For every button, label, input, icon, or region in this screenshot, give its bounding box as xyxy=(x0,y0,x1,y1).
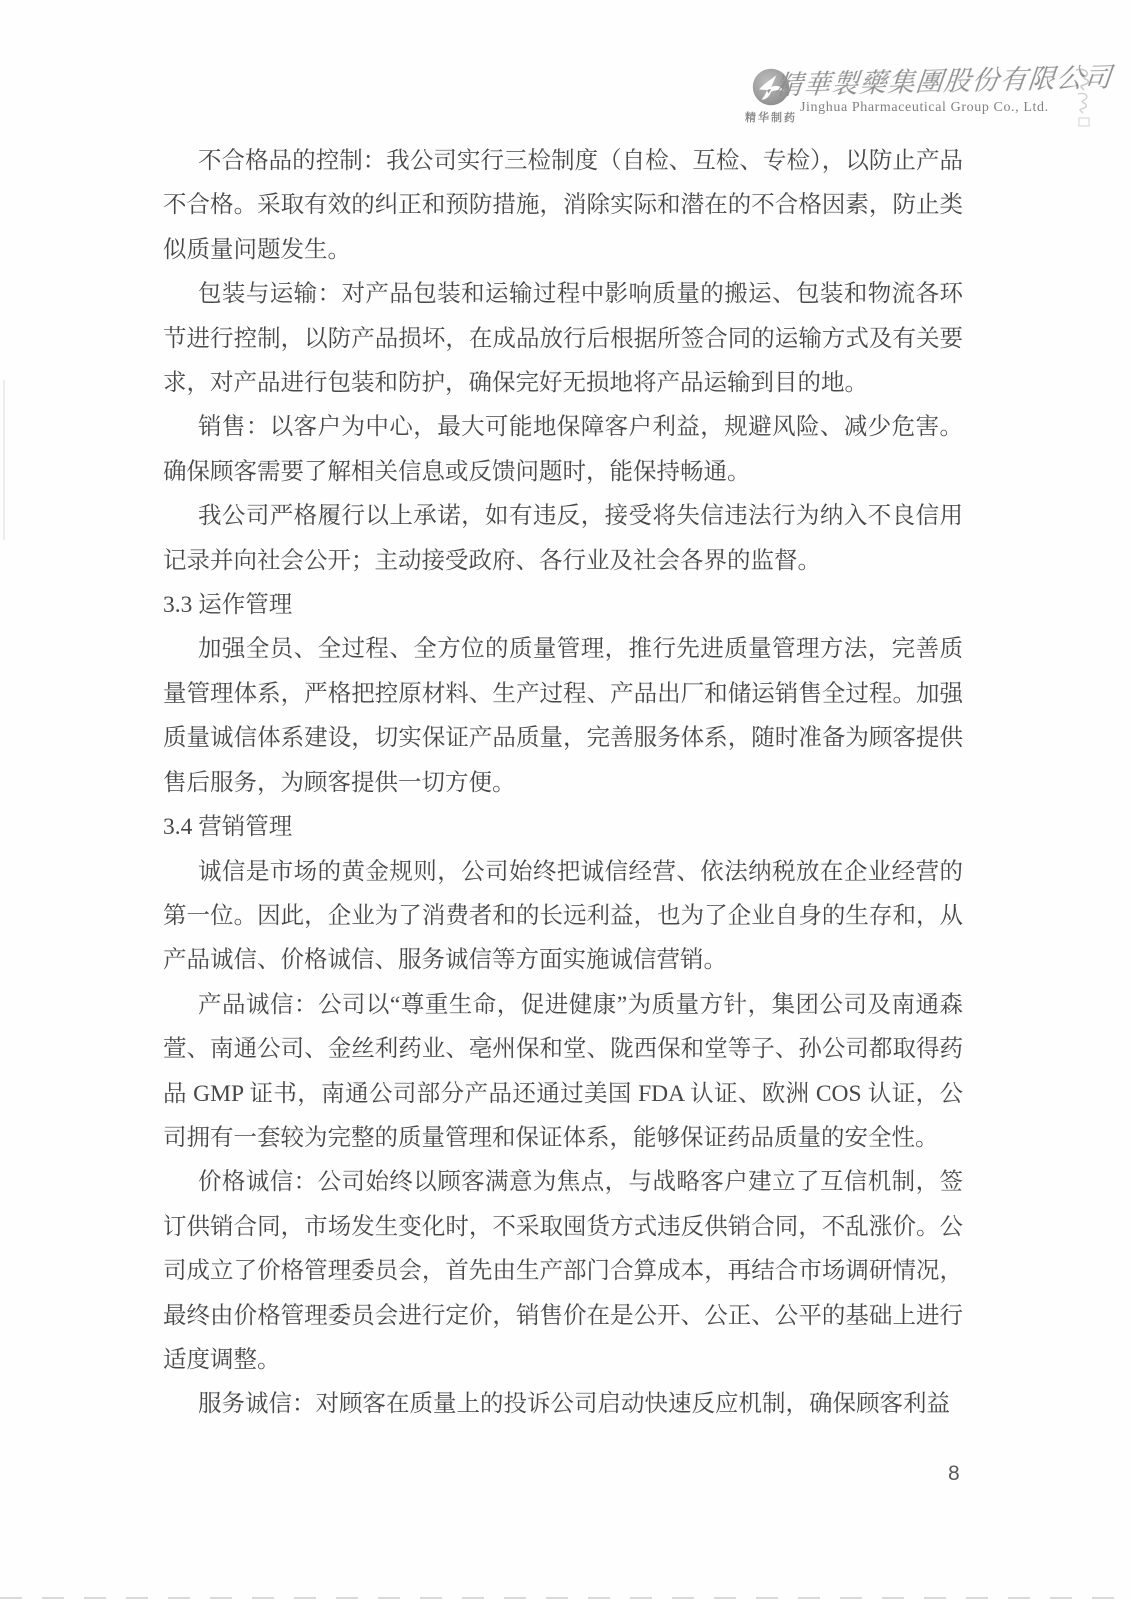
document-body xyxy=(163,139,963,1427)
paragraph-integrity-marketing: 诚信是市场的黄金规则，公司始终把诚信经营、依法纳税放在企业经营的第一位。因此，企业为了消费者和的长远利益，也为了企业自身的生存和，从产品诚信、价格诚信、服务诚信等方面实施诚信营销。 xyxy=(163,858,963,974)
logo-caption: 精华制药 xyxy=(745,112,797,124)
paragraph-packaging-transport: 包装与运输：对产品包装和运输过程中影响质量的搬运、包装和物流各环节进行控制，以防产品损坏，在成品放行后根据所签合同的运输方式及有关要求，对产品进行包装和防护，确保完好无损地将产品运输到目的地。 xyxy=(163,281,963,397)
company-header xyxy=(716,58,1116,138)
company-name-chinese: 精華製藥集團股份有限公司 xyxy=(773,62,1114,101)
company-name-english: Jinghua Pharmaceutical Group Co., Ltd. xyxy=(800,100,1049,115)
paragraph-service-integrity: 服务诚信：对顾客在质量上的投诉公司启动快速反应机制，确保顾客利益 xyxy=(198,1391,950,1418)
paragraph-sales: 销售：以客户为中心，最大可能地保障客户利益，规避风险、减少危害。确保顾客需要了解相关信息或反馈问题时，能保持畅通。 xyxy=(163,414,963,485)
paragraph-operation-management: 加强全员、全过程、全方位的质量管理，推行先进质量管理方法，完善质量管理体系，严格把控原材料、生产过程、产品出厂和储运销售全过程。加强质量诚信体系建设，切实保证产品质量，完善服务体系，随时准备为顾客提供售后服务，为顾客提供一切方便。 xyxy=(163,636,963,796)
paragraph-product-integrity: 产品诚信：公司以“尊重生命，促进健康”为质量方针，集团公司及南通森萱、南通公司、金丝利药业、亳州保和堂、陇西保和堂等子、孙公司都取得药品 GMP 证书，南通公司部分产品还通过美国 FDA 认证、欧洲 COS 认证，公司拥有一套较为完整的质量管理和保证体系，能够保证药品质量的安全性。 xyxy=(163,991,963,1151)
section-heading-3-4: 3.4 营销管理 xyxy=(163,814,293,841)
paragraph-nonconforming-control: 不合格品的控制：我公司实行三检制度（自检、互检、专检），以防止产品不合格。采取有效的纠正和预防措施，消除实际和潜在的不合格因素，防止类似质量问题发生。 xyxy=(163,148,963,263)
scan-artifact-left xyxy=(3,380,5,540)
paragraph-price-integrity: 价格诚信：公司始终以顾客满意为焦点，与战略客户建立了互信机制，签订供销合同，市场发生变化时，不采取囤货方式违反供销合同，不乱涨价。公司成立了价格管理委员会，首先由生产部门合算成本，再结合市场调研情况，最终由价格管理委员会进行定价，销售价在是公开、公正、公平的基础上进行适度调整。 xyxy=(163,1169,963,1373)
scan-artifact-bottom xyxy=(0,1597,1131,1599)
section-heading-3-3: 3.3 运作管理 xyxy=(163,592,293,619)
seal-mark-icon xyxy=(1070,66,1096,128)
paragraph-commitment: 我公司严格履行以上承诺，如有违反，接受将失信违法行为纳入不良信用记录并向社会公开；主动接受政府、各行业及社会各界的监督。 xyxy=(163,503,963,574)
page-number: 8 xyxy=(948,1462,960,1485)
